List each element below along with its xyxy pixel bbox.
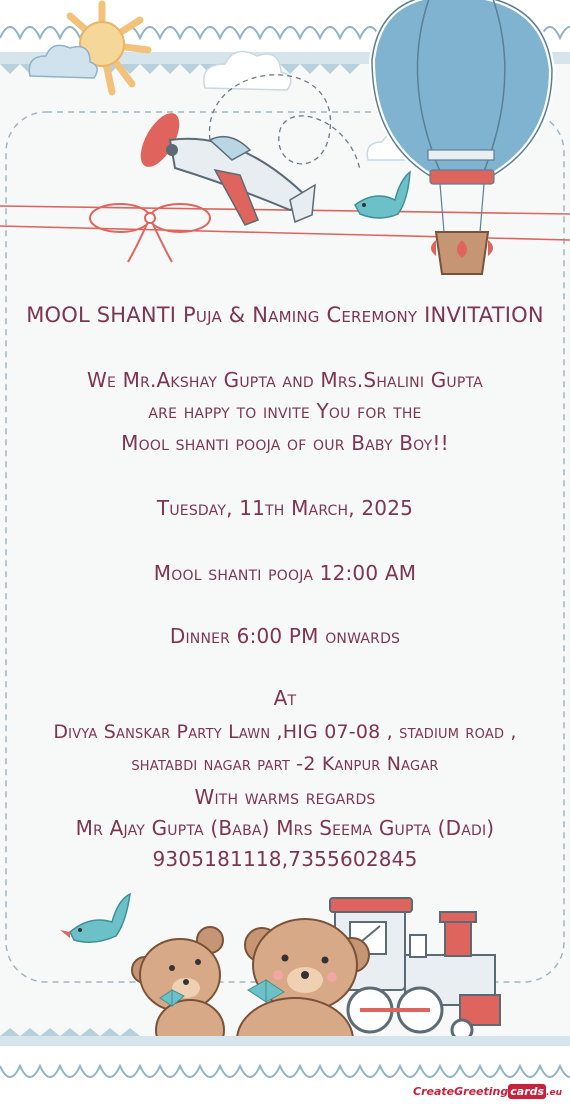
invitation-title: MOOL SHANTI Puja & Naming Ceremony INVITATION (26, 303, 544, 327)
brand-part-1: CreateGreeting (413, 1085, 509, 1098)
brand-part-3: .eu (546, 1088, 562, 1098)
bow-icon (90, 204, 210, 262)
regards-line: With warms regards (194, 785, 376, 809)
invite-line-1: are happy to invite You for the (148, 399, 422, 423)
at-label: At (273, 686, 297, 710)
venue-line-2: shatabdi nagar part -2 Kanpur Nagar (131, 753, 439, 775)
family-names: Mr Ajay Gupta (Baba) Mrs Seema Gupta (Dadi) (75, 816, 495, 840)
hot-air-balloon-icon (372, 0, 552, 274)
dinner-time: Dinner 6:00 PM onwards (169, 624, 401, 648)
bird-icon (60, 894, 130, 942)
venue-line-1: Divya Sanskar Party Lawn ,HIG 07-08 , stadium road , (53, 721, 517, 743)
brand-part-2: cards (510, 1085, 545, 1098)
brand-logo[interactable] (413, 1085, 562, 1098)
event-date: Tuesday, 11th March, 2025 (156, 496, 414, 520)
pooja-time: Mool shanti pooja 12:00 AM (153, 561, 417, 585)
hosts-line: We Mr.Akshay Gupta and Mrs.Shalini Gupta (87, 368, 483, 392)
phone-numbers: 9305181118,7355602845 (152, 847, 418, 871)
invite-line-2: Mool shanti pooja of our Baby Boy!! (121, 431, 449, 455)
